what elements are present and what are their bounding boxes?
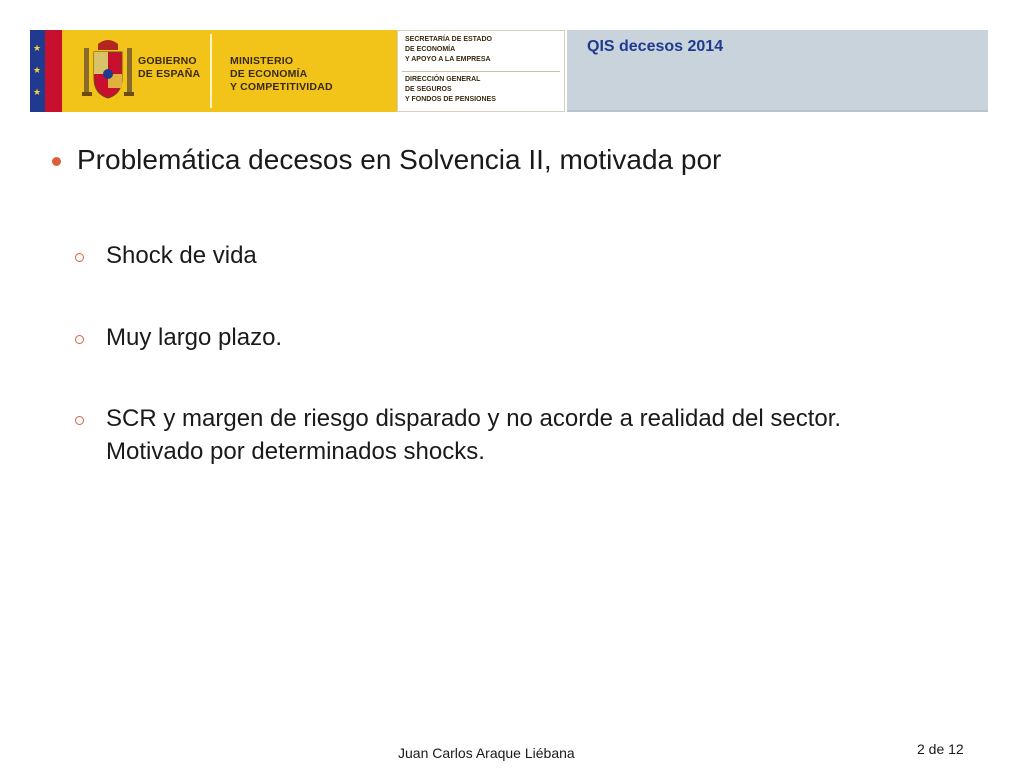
footer-page-number: 2 de 12: [917, 741, 964, 757]
coat-of-arms-icon: [80, 38, 136, 104]
secretaria-line-3: Y APOYO A LA EMPRESA: [405, 56, 491, 63]
ministerio-line-3: Y COMPETITIVIDAD: [230, 81, 333, 93]
slide-header: [30, 30, 988, 112]
footer-author: Juan Carlos Araque Liébana: [398, 745, 575, 761]
bullet-ring-icon: [75, 416, 84, 425]
logo-divider: [210, 34, 212, 108]
star-icon: ★: [33, 87, 42, 97]
ministerio-line-2: DE ECONOMÍA: [230, 68, 308, 80]
ministerio-line-1: MINISTERIO: [230, 55, 294, 67]
secretaria-line-1: SECRETARÍA DE ESTADO: [405, 36, 492, 43]
title-band: [567, 30, 988, 112]
gobierno-label: [138, 55, 200, 81]
government-logo-band: [30, 30, 565, 112]
bullet-ring-icon: [75, 253, 84, 262]
secretaria-line-2: DE ECONOMÍA: [405, 46, 456, 53]
sub-bullet-text: Muy largo plazo.: [106, 324, 283, 351]
bullet-dot-icon: [52, 157, 61, 166]
direccion-line-2: DE SEGUROS: [405, 86, 452, 93]
main-bullet-text: Problemática decesos en Solvencia II, motivada por: [77, 144, 722, 175]
eu-flag-strip: [30, 30, 45, 112]
secretaria-divider: [402, 71, 560, 72]
direccion-line-3: Y FONDOS DE PENSIONES: [405, 96, 496, 103]
slide-title: QIS decesos 2014: [587, 38, 724, 55]
spain-flag-stripe: [45, 30, 62, 112]
star-icon: ★: [33, 43, 42, 53]
secretaria-box: [397, 30, 565, 112]
sub-bullet-text: Shock de vida: [106, 242, 257, 269]
direccion-line-1: DIRECCIÓN GENERAL: [405, 76, 481, 83]
ministerio-label: [230, 55, 333, 94]
gobierno-line-2: DE ESPAÑA: [138, 68, 201, 80]
sub-bullet-text: SCR y margen de riesgo disparado y no acorde a realidad del sector. Motivado por determinados shocks.: [106, 405, 842, 465]
gobierno-line-1: GOBIERNO: [138, 55, 197, 67]
star-icon: ★: [33, 65, 42, 75]
direccion-label: [405, 75, 496, 105]
bullet-ring-icon: [75, 335, 84, 344]
secretaria-label: [405, 35, 492, 65]
